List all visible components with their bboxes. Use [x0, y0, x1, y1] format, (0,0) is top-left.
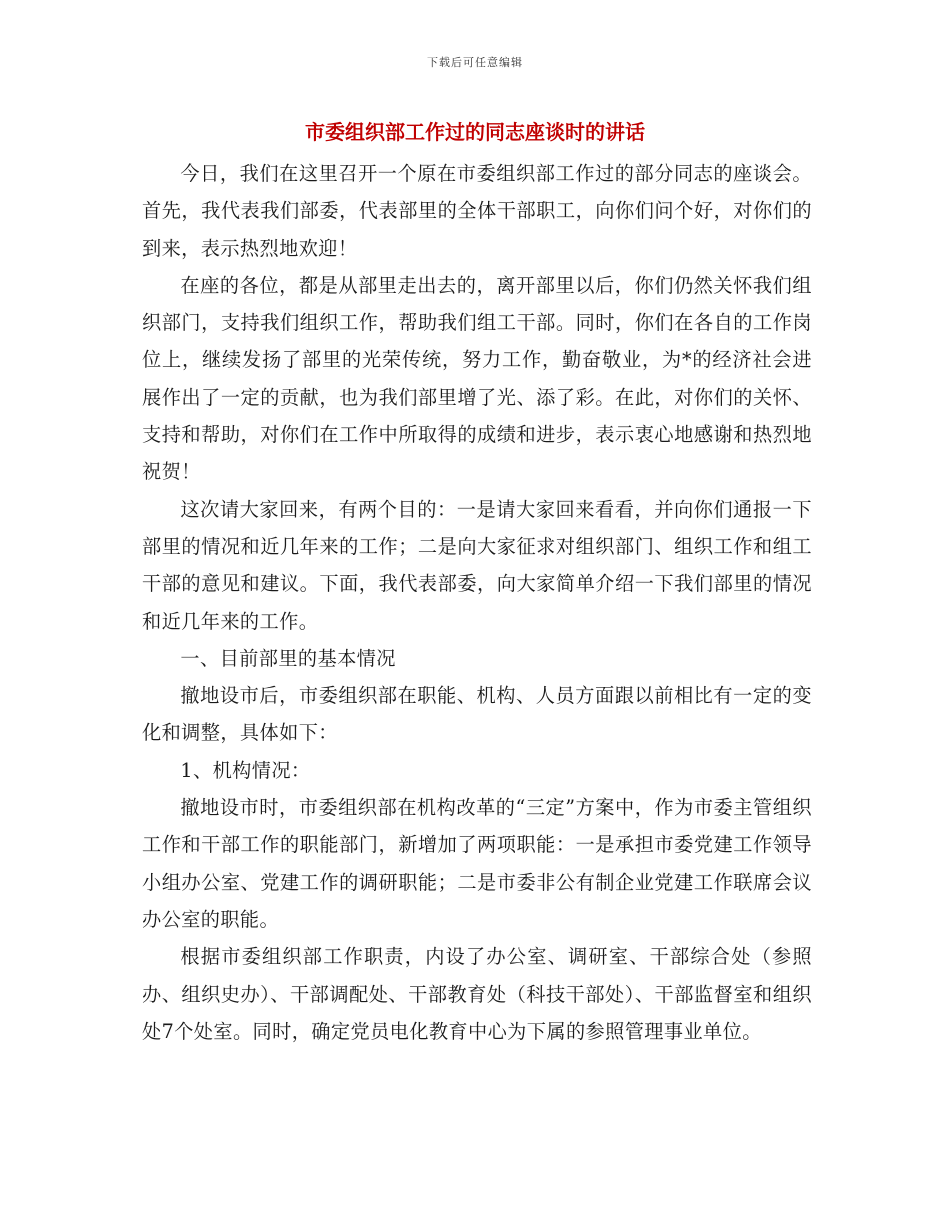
subsection-heading: 1、机构情况： — [180, 758, 311, 782]
paragraph: 根据市委组织部工作职责，内设了办公室、调研室、干部综合处（参照办、组织史办）、干部调配处、干部教育处（科技干部处）、干部监督室和组织处7个处室。同时，确定党员电化教育中心为下属的参照管理事业单位。 — [142, 945, 812, 1043]
paragraph: 撤地设市时，市委组织部在机构改革的“三定”方案中，作为市委主管组织工作和干部工作的职能部门，新增加了两项职能：一是承担市委党建工作领导小组办公室、党建工作的调研职能；二是市委非公有制企业党建工作联席会议办公室的职能。 — [142, 796, 812, 931]
paragraph: 撤地设市后，市委组织部在职能、机构、人员方面跟以前相比有一定的变化和调整，具体如下： — [142, 684, 812, 745]
paragraph: 在座的各位，都是从部里走出去的，离开部里以后，你们仍然关怀我们组织部门，支持我们组织工作，帮助我们组工干部。同时，你们在各自的工作岗位上，继续发扬了部里的光荣传统，努力工作，勤奋敬业，为*的经济社会进展作出了一定的贡献，也为我们部里增了光、添了彩。在此，对你们的关怀、支持和帮助，对你们在工作中所取得的成绩和进步，表示衷心地感谢和热烈地祝贺！ — [142, 273, 812, 484]
paragraph: 今日，我们在这里召开一个原在市委组织部工作过的部分同志的座谈会。首先，我代表我们部委，代表部里的全体干部职工，向你们问个好，对你们的到来，表示热烈地欢迎！ — [142, 162, 812, 260]
page-header-note: 下载后可任意编辑 — [427, 56, 523, 69]
paragraph: 这次请大家回来，有两个目的：一是请大家回来看看，并向你们通报一下部里的情况和近几年来的工作；二是向大家征求对组织部门、组织工作和组工干部的意见和建议。下面，我代表部委，向大家简单介绍一下我们部里的情况和近几年来的工作。 — [142, 497, 812, 633]
section-heading: 一、目前部里的基本情况 — [180, 646, 396, 670]
document-title: 市委组织部工作过的同志座谈时的讲话 — [305, 120, 645, 144]
document-body — [142, 155, 812, 1050]
